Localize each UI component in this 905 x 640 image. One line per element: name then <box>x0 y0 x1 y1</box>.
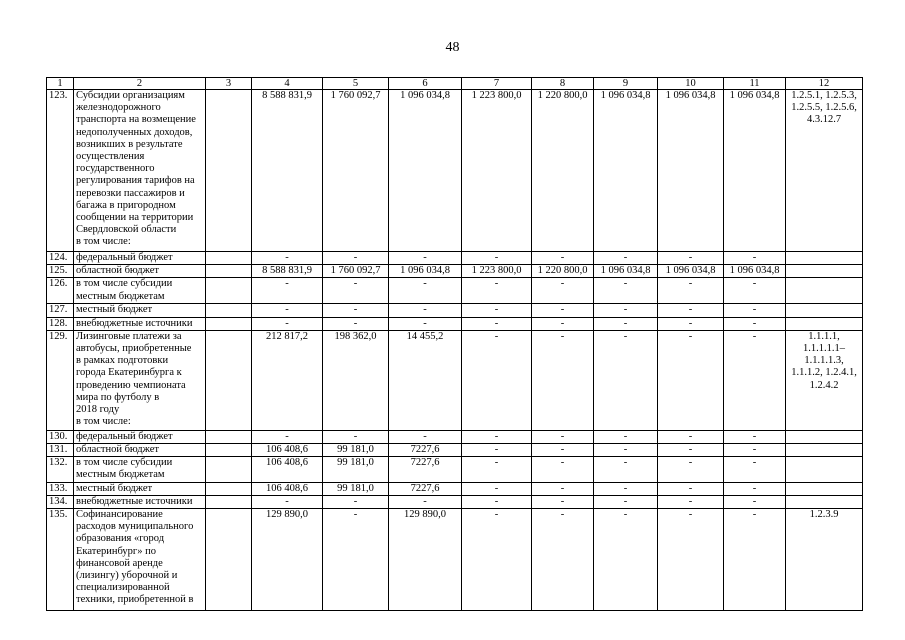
reference-cell <box>786 278 863 304</box>
value-col5: - <box>323 252 389 265</box>
reference-cell <box>786 495 863 508</box>
value-col7: 1 223 800,0 <box>462 265 532 278</box>
row-name: местный бюджет <box>74 482 206 495</box>
value-col8: - <box>532 317 594 330</box>
value-col11: - <box>724 509 786 611</box>
value-col9: - <box>594 430 658 443</box>
value-col6: 7227,6 <box>389 482 462 495</box>
value-col11: - <box>724 252 786 265</box>
table-row <box>47 252 863 265</box>
value-col10: - <box>658 482 724 495</box>
value-col7: - <box>462 252 532 265</box>
cell-col3 <box>206 317 252 330</box>
row-number: 129. <box>47 330 74 430</box>
table-row <box>47 482 863 495</box>
value-col9: - <box>594 252 658 265</box>
value-col6: 7227,6 <box>389 457 462 482</box>
value-col11: - <box>724 278 786 304</box>
value-col4: - <box>252 278 323 304</box>
reference-cell: 1.1.1.1, 1.1.1.1.1– 1.1.1.1.3, 1.1.1.2, 1.2.4.1, 1.2.4.2 <box>786 330 863 430</box>
value-col10: - <box>658 278 724 304</box>
value-col4: - <box>252 304 323 317</box>
table-row <box>47 430 863 443</box>
value-col4: 212 817,2 <box>252 330 323 430</box>
value-col8: 1 220 800,0 <box>532 90 594 252</box>
table-row <box>47 265 863 278</box>
cell-col3 <box>206 457 252 482</box>
value-col9: - <box>594 278 658 304</box>
value-col7: - <box>462 495 532 508</box>
value-col6: - <box>389 430 462 443</box>
value-col6: - <box>389 252 462 265</box>
value-col9: - <box>594 304 658 317</box>
cell-col3 <box>206 482 252 495</box>
header-row <box>47 78 863 90</box>
header-col-2: 2 <box>74 78 206 90</box>
row-number: 135. <box>47 509 74 611</box>
value-col10: - <box>658 317 724 330</box>
value-col9: - <box>594 509 658 611</box>
value-col8: - <box>532 330 594 430</box>
row-name: в том числе субсидии местным бюджетам <box>74 457 206 482</box>
header-col-8: 8 <box>532 78 594 90</box>
value-col8: - <box>532 509 594 611</box>
cell-col3 <box>206 430 252 443</box>
value-col4: 106 408,6 <box>252 444 323 457</box>
value-col8: - <box>532 444 594 457</box>
row-number: 134. <box>47 495 74 508</box>
value-col9: - <box>594 330 658 430</box>
header-col-7: 7 <box>462 78 532 90</box>
value-col9: - <box>594 457 658 482</box>
value-col10: - <box>658 457 724 482</box>
value-col4: 8 588 831,9 <box>252 265 323 278</box>
header-col-1: 1 <box>47 78 74 90</box>
value-col10: - <box>658 430 724 443</box>
value-col7: - <box>462 482 532 495</box>
value-col6: - <box>389 304 462 317</box>
value-col11: - <box>724 304 786 317</box>
table-row <box>47 304 863 317</box>
value-col10: - <box>658 330 724 430</box>
header-col-11: 11 <box>724 78 786 90</box>
cell-col3 <box>206 495 252 508</box>
value-col4: - <box>252 430 323 443</box>
value-col7: - <box>462 457 532 482</box>
reference-cell <box>786 430 863 443</box>
value-col9: - <box>594 444 658 457</box>
value-col6: 7227,6 <box>389 444 462 457</box>
value-col7: - <box>462 330 532 430</box>
value-col4: - <box>252 317 323 330</box>
value-col7: - <box>462 444 532 457</box>
row-number: 132. <box>47 457 74 482</box>
header-col-12: 12 <box>786 78 863 90</box>
value-col9: 1 096 034,8 <box>594 265 658 278</box>
value-col6: - <box>389 317 462 330</box>
value-col5: - <box>323 495 389 508</box>
value-col11: - <box>724 430 786 443</box>
value-col4: 106 408,6 <box>252 482 323 495</box>
value-col8: - <box>532 304 594 317</box>
value-col7: - <box>462 509 532 611</box>
header-col-6: 6 <box>389 78 462 90</box>
value-col11: - <box>724 482 786 495</box>
cell-col3 <box>206 304 252 317</box>
value-col11: 1 096 034,8 <box>724 265 786 278</box>
value-col10: - <box>658 444 724 457</box>
header-col-9: 9 <box>594 78 658 90</box>
row-number: 130. <box>47 430 74 443</box>
cell-col3 <box>206 278 252 304</box>
value-col8: - <box>532 457 594 482</box>
header-col-5: 5 <box>323 78 389 90</box>
row-name: областной бюджет <box>74 444 206 457</box>
reference-cell <box>786 444 863 457</box>
value-col8: - <box>532 482 594 495</box>
value-col10: - <box>658 495 724 508</box>
value-col9: - <box>594 495 658 508</box>
table-row <box>47 317 863 330</box>
value-col6: - <box>389 278 462 304</box>
reference-cell <box>786 482 863 495</box>
row-number: 127. <box>47 304 74 317</box>
value-col7: - <box>462 278 532 304</box>
row-name: федеральный бюджет <box>74 252 206 265</box>
value-col10: - <box>658 252 724 265</box>
table-row <box>47 90 863 252</box>
header-col-3: 3 <box>206 78 252 90</box>
row-number: 133. <box>47 482 74 495</box>
value-col7: - <box>462 304 532 317</box>
value-col8: - <box>532 278 594 304</box>
header-col-4: 4 <box>252 78 323 90</box>
value-col7: 1 223 800,0 <box>462 90 532 252</box>
row-name: Лизинговые платежи за автобусы, приобретенные в рамках подготовки города Екатеринбурга к проведению чемпионата мира по футболу в 2018 году в том числе: <box>74 330 206 430</box>
cell-col3 <box>206 265 252 278</box>
cell-col3 <box>206 509 252 611</box>
value-col6: 1 096 034,8 <box>389 265 462 278</box>
row-number: 126. <box>47 278 74 304</box>
value-col5: 99 181,0 <box>323 457 389 482</box>
cell-col3 <box>206 444 252 457</box>
value-col10: 1 096 034,8 <box>658 90 724 252</box>
value-col4: 106 408,6 <box>252 457 323 482</box>
reference-cell <box>786 252 863 265</box>
value-col5: - <box>323 509 389 611</box>
value-col5: - <box>323 317 389 330</box>
table-row <box>47 495 863 508</box>
value-col9: 1 096 034,8 <box>594 90 658 252</box>
value-col6: 1 096 034,8 <box>389 90 462 252</box>
row-name: местный бюджет <box>74 304 206 317</box>
cell-col3 <box>206 90 252 252</box>
value-col5: - <box>323 430 389 443</box>
value-col10: 1 096 034,8 <box>658 265 724 278</box>
value-col7: - <box>462 430 532 443</box>
header-col-10: 10 <box>658 78 724 90</box>
table-row <box>47 444 863 457</box>
reference-cell <box>786 265 863 278</box>
value-col5: 99 181,0 <box>323 444 389 457</box>
value-col4: 8 588 831,9 <box>252 90 323 252</box>
row-number: 124. <box>47 252 74 265</box>
table-row <box>47 457 863 482</box>
page-number: 48 <box>445 40 460 55</box>
value-col5: 99 181,0 <box>323 482 389 495</box>
value-col11: - <box>724 457 786 482</box>
value-col4: 129 890,0 <box>252 509 323 611</box>
value-col4: - <box>252 252 323 265</box>
value-col8: - <box>532 430 594 443</box>
row-name: областной бюджет <box>74 265 206 278</box>
row-name: внебюджетные источники <box>74 317 206 330</box>
value-col9: - <box>594 482 658 495</box>
value-col11: - <box>724 330 786 430</box>
budget-table <box>46 77 863 611</box>
value-col11: - <box>724 495 786 508</box>
reference-cell <box>786 457 863 482</box>
reference-cell: 1.2.3.9 <box>786 509 863 611</box>
value-col7: - <box>462 317 532 330</box>
value-col10: - <box>658 304 724 317</box>
row-name: внебюджетные источники <box>74 495 206 508</box>
value-col11: - <box>724 317 786 330</box>
row-name: в том числе субсидии местным бюджетам <box>74 278 206 304</box>
value-col6: 129 890,0 <box>389 509 462 611</box>
value-col6: 14 455,2 <box>389 330 462 430</box>
row-number: 125. <box>47 265 74 278</box>
table-row <box>47 330 863 430</box>
reference-cell <box>786 317 863 330</box>
value-col4: - <box>252 495 323 508</box>
value-col5: - <box>323 304 389 317</box>
value-col5: 1 760 092,7 <box>323 265 389 278</box>
row-number: 128. <box>47 317 74 330</box>
row-name: Софинансирование расходов муниципального образования «город Екатеринбург» по финансовой аренде (лизингу) уборочной и специализированной техники, приобретенной в <box>74 509 206 611</box>
row-name: федеральный бюджет <box>74 430 206 443</box>
value-col10: - <box>658 509 724 611</box>
cell-col3 <box>206 330 252 430</box>
reference-cell: 1.2.5.1, 1.2.5.3, 1.2.5.5, 1.2.5.6, 4.3.12.7 <box>786 90 863 252</box>
row-number: 123. <box>47 90 74 252</box>
table-row <box>47 509 863 611</box>
value-col6: - <box>389 495 462 508</box>
row-name: Субсидии организациям железнодорожного транспорта на возмещение недополученных доходов, возникших в результате осуществления государственного регулирования тарифов на перевозки пассажиров и багажа в пригородном сообщении на территории Свердловской области в том числе: <box>74 90 206 252</box>
value-col8: 1 220 800,0 <box>532 265 594 278</box>
value-col11: - <box>724 444 786 457</box>
value-col8: - <box>532 252 594 265</box>
value-col5: 1 760 092,7 <box>323 90 389 252</box>
value-col9: - <box>594 317 658 330</box>
value-col11: 1 096 034,8 <box>724 90 786 252</box>
value-col5: - <box>323 278 389 304</box>
table-row <box>47 278 863 304</box>
cell-col3 <box>206 252 252 265</box>
reference-cell <box>786 304 863 317</box>
value-col8: - <box>532 495 594 508</box>
row-number: 131. <box>47 444 74 457</box>
value-col5: 198 362,0 <box>323 330 389 430</box>
